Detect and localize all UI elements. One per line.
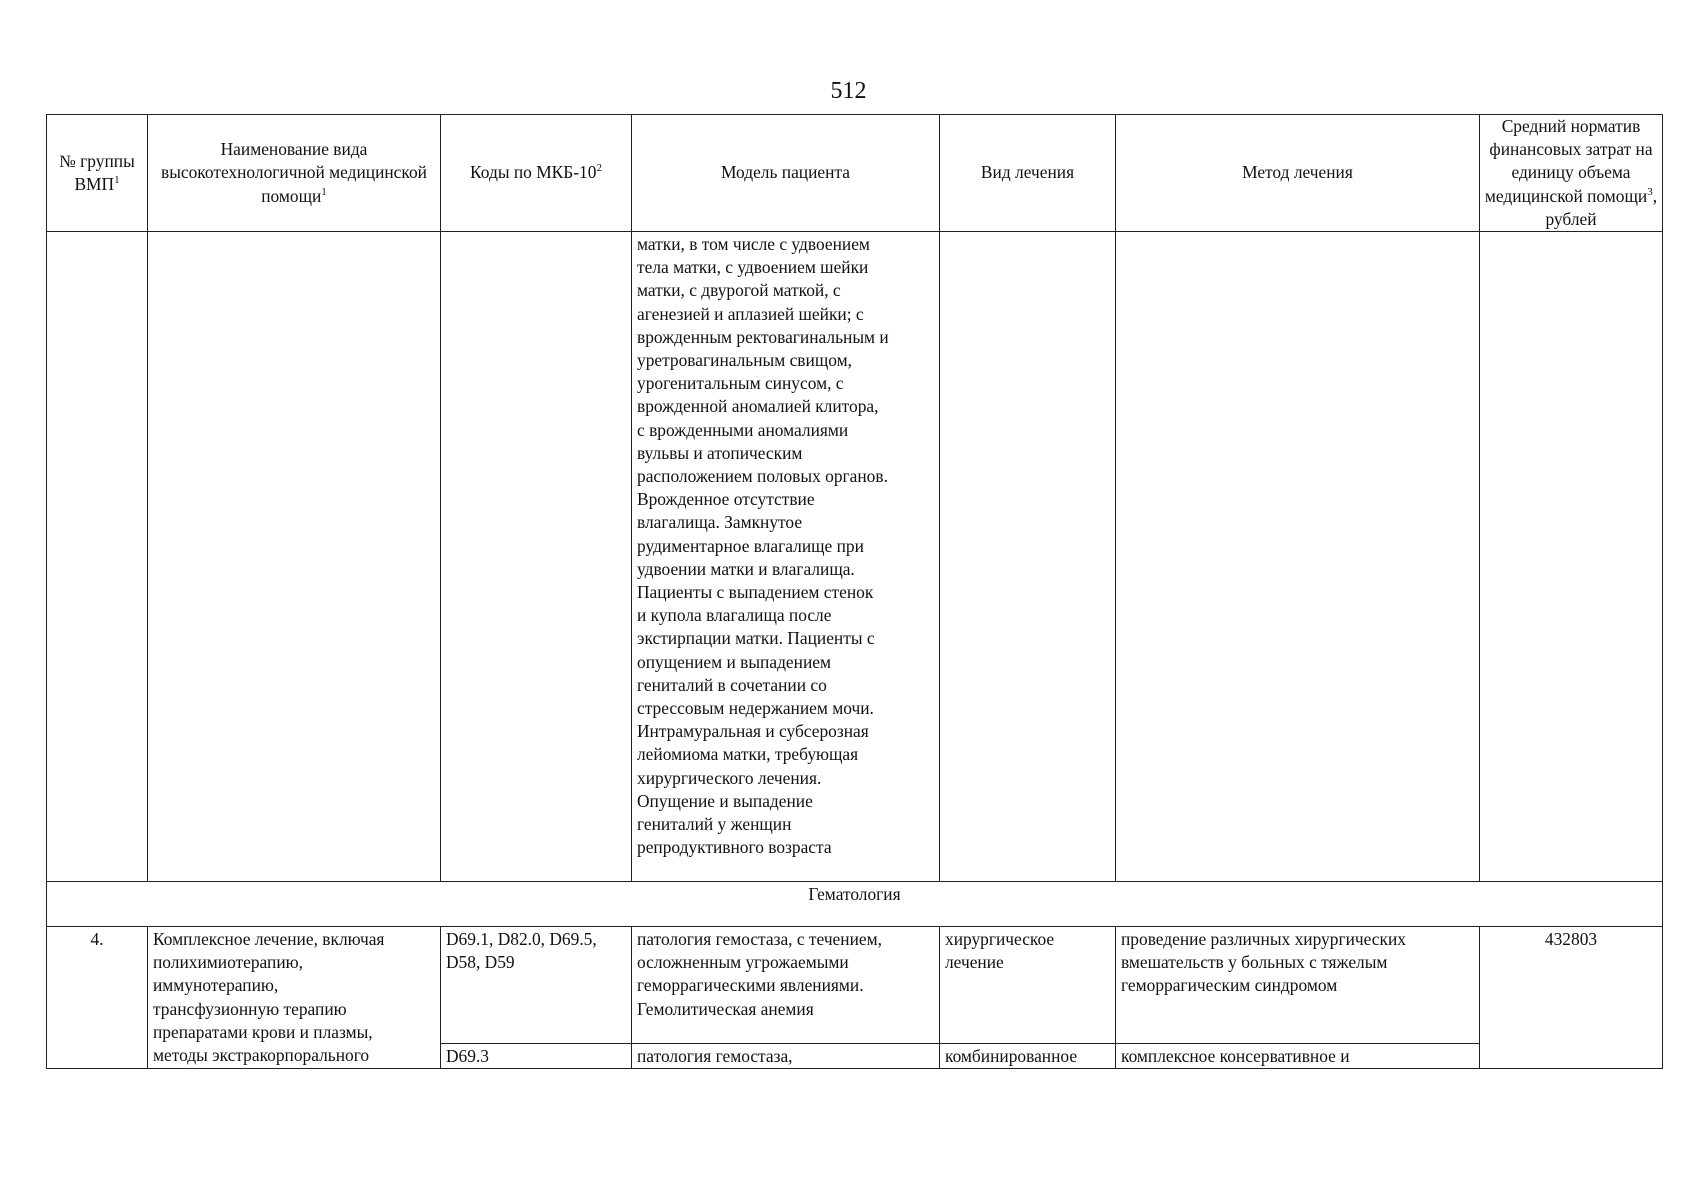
header-treatment-method: Метод лечения [1116,115,1480,232]
cell-group-number: 4. [47,927,148,1069]
page-number: 512 [830,78,867,104]
header-cost-unit: , рублей [1545,185,1658,229]
cell-icd-codes: D69.3 [441,1044,632,1069]
footnote-ref: 3 [1647,185,1653,198]
table-header-row [47,115,1663,232]
header-icd-codes-text: Коды по МКБ-10 [470,162,597,183]
header-group-number-text: № группы ВМП [59,150,135,194]
cell-empty [47,232,148,882]
footnote-ref: 2 [596,162,602,175]
cell-patient-model: патология гемостаза, [632,1044,940,1069]
cell-empty [1480,232,1663,882]
continuation-row [47,232,1663,882]
header-patient-model: Модель пациента [632,115,940,232]
header-vmp-name-text: Наименование вида высокотехнологичной медицинской помощи [161,139,427,206]
cell-empty [940,232,1116,882]
section-title: Гематология [47,882,1663,927]
header-cost-text: Средний норматив финансовых затрат на единицу объема медицинской помощи [1484,116,1653,206]
cell-patient-model: патология гемостаза, с течением, осложненным угрожаемыми геморрагическими явлениями. Гемолитическая анемия [632,927,940,1044]
cell-vmp-name: Комплексное лечение, включая полихимиотерапию, иммунотерапию, трансфузионную терапию препаратами крови и плазмы, методы экстракорпорального [148,927,441,1069]
header-group-number [47,115,148,232]
cell-empty [148,232,441,882]
cell-treatment-type: хирургическое лечение [940,927,1116,1044]
cell-treatment-method: проведение различных хирургических вмешательств у больных с тяжелым геморрагическим синдромом [1116,927,1480,1044]
table-row-group-4a [47,927,1663,1044]
vmp-table [46,114,1663,1069]
cell-cost: 432803 [1480,927,1663,1069]
footnote-ref: 1 [321,185,327,198]
header-vmp-name [148,115,441,232]
header-treatment-type: Вид лечения [940,115,1116,232]
cell-empty [441,232,632,882]
cell-treatment-method: комплексное консервативное и [1116,1044,1480,1069]
cell-icd-codes: D69.1, D82.0, D69.5, D58, D59 [441,927,632,1044]
header-cost [1480,115,1663,232]
cell-patient-model: матки, в том числе с удвоением тела матки, с удвоением шейки матки, с двурогой маткой, с агенезией и аплазией шейки; с врожденным ректовагинальным и уретровагинальным свищом, урогенитальным синусом, с врожденной аномалией клитора, с врожденными аномалиями вульвы и атопическим расположением половых органов. Врожденное отсутствие влагалища. Замкнутое рудиментарное влагалище при удвоении матки и влагалища. Пациенты с выпадением стенок и купола влагалища после экстирпации матки. Пациенты с опущением и выпадением гениталий в сочетании со стрессовым недержанием мочи. Интрамуральная и субсерозная лейомиома матки, требующая хирургического лечения. Опущение и выпадение гениталий у женщин репродуктивного возраста [632,232,940,882]
cell-empty [1116,232,1480,882]
footnote-ref: 1 [114,174,120,187]
header-icd-codes [441,115,632,232]
cell-treatment-type: комбинированное [940,1044,1116,1069]
section-row [47,882,1663,927]
